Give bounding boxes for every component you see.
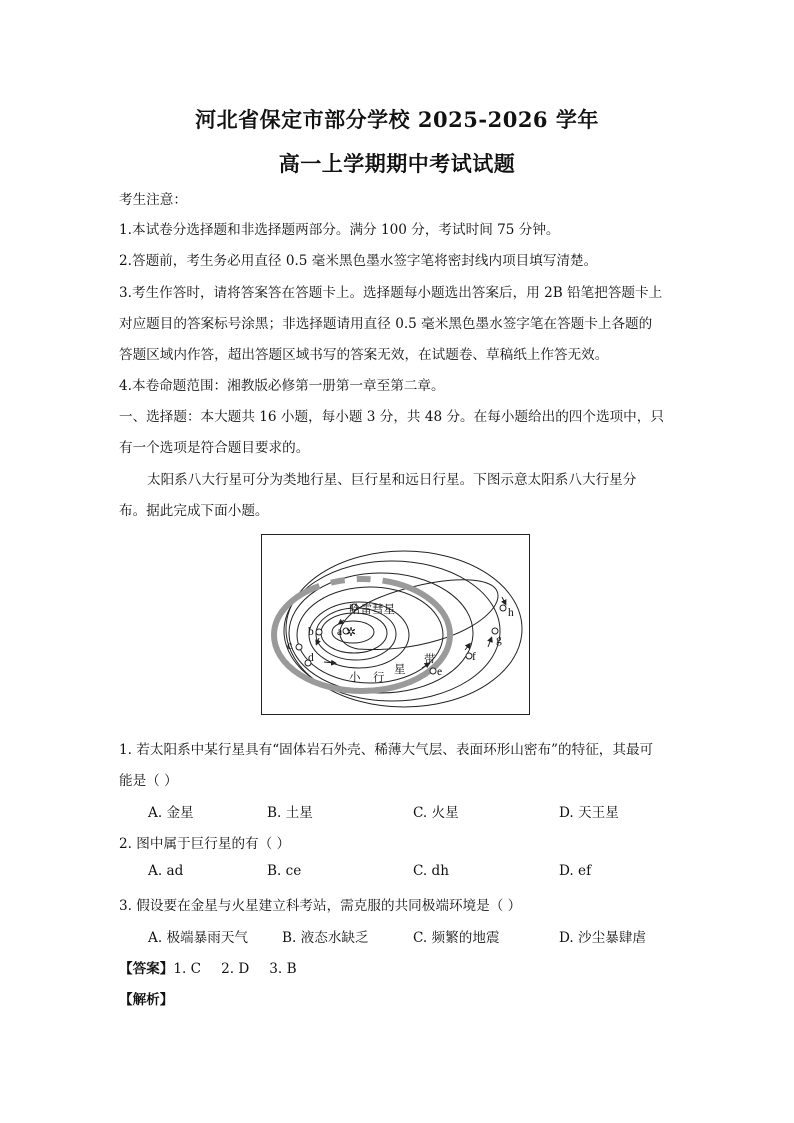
planet-label-c: c <box>287 640 293 652</box>
arrow-h <box>502 597 505 603</box>
planet-b-dot <box>316 629 322 635</box>
q3-option-a: A. 极端暴雨天气 <box>148 930 249 946</box>
solar-system-svg <box>262 535 530 715</box>
answer-row <box>119 957 297 977</box>
page-title: 河北省保定市部分学校 2025-2026 学年 <box>195 107 599 132</box>
notice-item-3-cont2: 答题区域内作答，超出答题区域书写的答案无效，在试题卷、草稿纸上作答无效。 <box>119 347 609 363</box>
arrow-g <box>488 639 491 647</box>
arrow-d <box>324 662 334 663</box>
planet-label-f: f <box>472 651 476 663</box>
analysis-label: 【解析】 <box>119 992 174 1008</box>
q2-option-d: D. ef <box>559 863 592 879</box>
section-heading: 一、选择题：本大题共 16 小题，每小题 3 分，共 48 分。在每小题给出的四个选项中，只 <box>119 409 664 425</box>
question-1-stem: 1. 若太阳系中某行星具有“固体岩石外壳、稀薄大气层、表面环形山密布”的特征，其最可 <box>119 742 654 758</box>
notice-heading: 考生注意： <box>119 192 187 208</box>
notice-item-2: 2.答题前，考生务必用直径 0.5 毫米黑色墨水签字笔将密封线内项目填写清楚。 <box>119 253 598 269</box>
q3-option-c: C. 频繁的地震 <box>413 930 500 946</box>
question-2-stem: 2. 图中属于巨行星的有（ ） <box>119 836 291 852</box>
planet-label-e: e <box>437 666 443 678</box>
question-3-stem: 3. 假设要在金星与火星建立科考站，需克服的共同极端环境是（ ） <box>119 898 522 914</box>
answer-item: 3. B <box>269 961 297 977</box>
belt-label-2: 行 <box>373 670 385 684</box>
belt-label-4: 带 <box>424 652 436 666</box>
q1-option-b: B. 土星 <box>267 805 313 821</box>
planet-label-a: a <box>337 626 343 638</box>
intro-text-cont: 布。据此完成下面小题。 <box>119 503 269 519</box>
q2-option-c: C. dh <box>413 863 450 879</box>
notice-item-3: 3.考生作答时，请将答案答在答题卡上。选择题每小题选出答案后，用 2B 铅笔把答题卡上 <box>119 285 663 301</box>
planet-e-dot <box>430 668 436 674</box>
answer-item: 1. C <box>173 961 202 977</box>
planet-h-dot <box>500 605 506 611</box>
planet-label-d: d <box>308 652 314 664</box>
q1-option-d: D. 天王星 <box>559 805 619 821</box>
planet-c-dot <box>296 644 302 650</box>
section-heading-cont: 有一个选项是符合题目要求的。 <box>119 440 310 456</box>
solar-system-diagram <box>261 534 530 715</box>
sun-icon: ✲ <box>346 625 357 639</box>
q2-option-a: A. ad <box>148 863 184 879</box>
planet-label-g: g <box>496 634 502 646</box>
notice-item-1: 1.本试卷分选择题和非选择题两部分。满分 100 分，考试时间 75 分钟。 <box>119 222 560 238</box>
q1-option-a: A. 金星 <box>148 805 194 821</box>
arrow-f <box>465 645 469 650</box>
planet-label-h: h <box>508 607 514 619</box>
belt-label-3: 星 <box>394 662 406 676</box>
belt-label-1: 小 <box>349 670 361 684</box>
question-1-stem-cont: 能是（ ） <box>119 773 178 789</box>
asteroid-belt <box>274 579 450 691</box>
q1-option-c: C. 火星 <box>413 805 459 821</box>
q2-option-b: B. ce <box>267 863 302 879</box>
answer-item: 2. D <box>221 961 250 977</box>
intro-text: 太阳系八大行星可分为类地行星、巨行星和远日行星。下图示意太阳系八大行星分 <box>147 472 637 488</box>
q3-option-d: D. 沙尘暴肆虐 <box>559 930 647 946</box>
page-subtitle: 高一上学期期中考试试题 <box>278 151 516 176</box>
q3-option-b: B. 液态水缺乏 <box>282 930 369 946</box>
halley-comet-label: 哈雷彗星 <box>349 602 395 616</box>
notice-item-4: 4.本卷命题范围：湘教版必修第一册第一章至第二章。 <box>119 378 445 394</box>
planet-label-b: b <box>308 626 314 638</box>
answer-label: 【答案】 <box>119 961 174 977</box>
notice-item-3-cont: 对应题目的答案标号涂黑；非选择题请用直径 0.5 毫米黑色墨水签字笔在答题卡上各题的 <box>119 316 653 332</box>
